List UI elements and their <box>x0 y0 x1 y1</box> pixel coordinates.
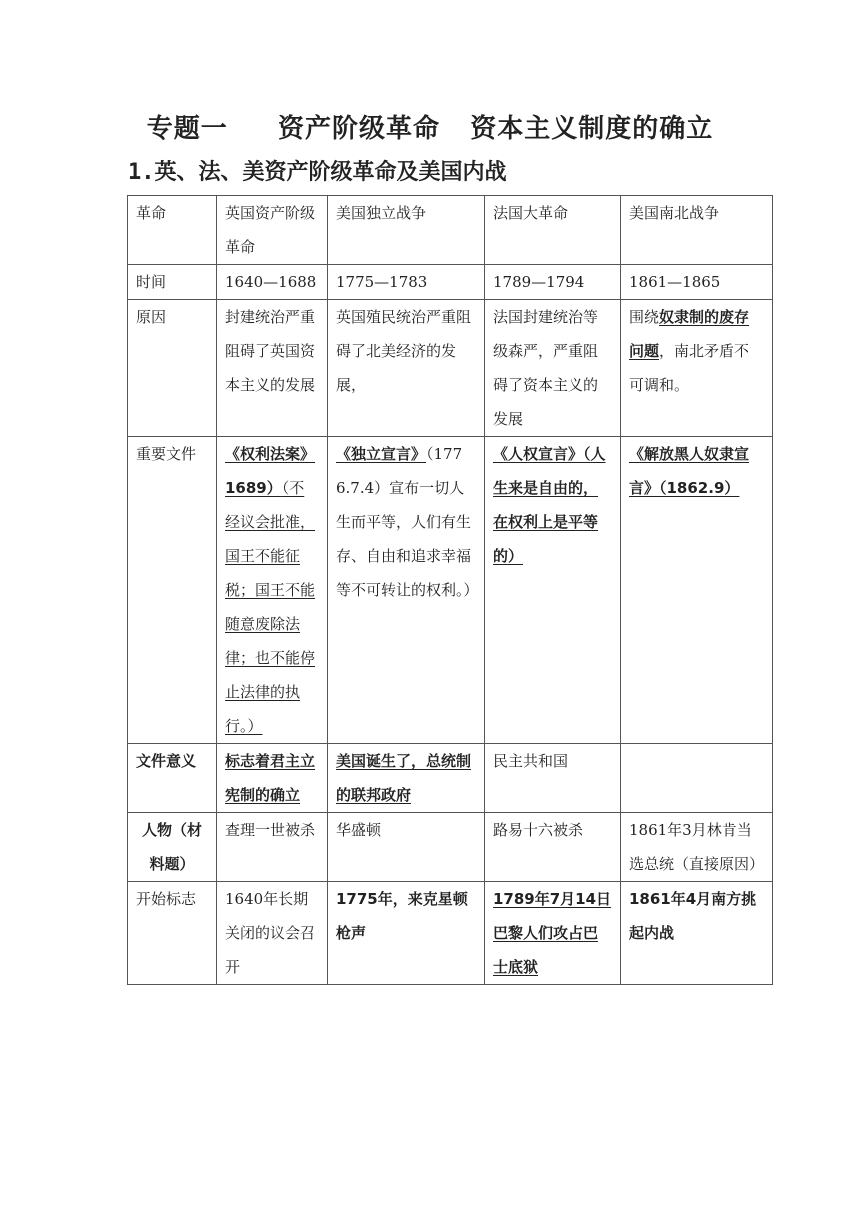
cause-civil-war <box>621 300 773 437</box>
time-english: 1640—1688 <box>217 265 328 300</box>
cause-civil-war-key: 奴隶制的废存问题 <box>629 308 750 360</box>
significance-french: 民主共和国 <box>485 744 621 813</box>
document-american-name: 《独立宣言》 <box>336 445 427 463</box>
section-heading: 1.英、法、美资产阶级革命及美国内战 <box>128 160 507 185</box>
figures-civil-war: 1861年3月林肯当选总统（直接原因） <box>621 813 773 882</box>
row-label-document: 重要文件 <box>128 437 217 744</box>
row-label-start: 开始标志 <box>128 882 217 985</box>
cause-french: 法国封建统治等级森严，严重阻碍了资本主义的发展 <box>485 300 621 437</box>
row-label-time: 时间 <box>128 265 217 300</box>
start-french-text: 1789年7月14日巴黎人们攻占巴士底狱 <box>493 890 612 976</box>
start-american-independence <box>328 882 485 985</box>
document-english <box>217 437 328 744</box>
document-french-detail: （人生来是自由的，在权利上是平等的） <box>493 445 606 565</box>
page-title: 专题一 资产阶级革命 资本主义制度的确立 <box>146 114 714 144</box>
revolutions-table <box>127 195 773 985</box>
table-row-start <box>128 882 773 985</box>
row-label-revolution: 革命 <box>128 196 217 265</box>
table-row-cause <box>128 300 773 437</box>
start-civil-war <box>621 882 773 985</box>
figures-french: 路易十六被杀 <box>485 813 621 882</box>
header-american-civil-war: 美国南北战争 <box>621 196 773 265</box>
start-civil-war-text: 1861年4月南方挑起内战 <box>629 890 757 942</box>
cause-civil-war-pre: 围绕 <box>629 308 660 326</box>
row-label-cause: 原因 <box>128 300 217 437</box>
row-label-significance: 文件意义 <box>128 744 217 813</box>
document-french <box>485 437 621 744</box>
time-civil-war: 1861—1865 <box>621 265 773 300</box>
start-american-text: 1775年，来克星顿枪声 <box>336 890 468 942</box>
table-row-time <box>128 265 773 300</box>
start-french <box>485 882 621 985</box>
start-english: 1640年长期关闭的议会召开 <box>217 882 328 985</box>
document-american-detail: （1776.7.4）宣布一切人生而平等，人们有生存、自由和追求幸福等不可转让的权利。） <box>336 445 479 599</box>
header-american-independence: 美国独立战争 <box>328 196 485 265</box>
header-french-revolution: 法国大革命 <box>485 196 621 265</box>
significance-american-text: 美国诞生了，总统制的联邦政府 <box>336 752 472 804</box>
table-row-figures <box>128 813 773 882</box>
figures-english: 查理一世被杀 <box>217 813 328 882</box>
cause-civil-war-post: ，南北矛盾不可调和。 <box>629 342 750 394</box>
significance-american-independence <box>328 744 485 813</box>
significance-english-text: 标志着君主立宪制的确立 <box>225 752 316 804</box>
header-english-revolution: 英国资产阶级革命 <box>217 196 328 265</box>
table-row-significance <box>128 744 773 813</box>
document-american-independence <box>328 437 485 744</box>
document-french-name: 《人权宣言》 <box>493 445 584 463</box>
document-english-name: 《权利法案》1689） <box>225 445 316 497</box>
cause-american-independence: 英国殖民统治严重阻碍了北美经济的发展， <box>328 300 485 437</box>
document-civil-war <box>621 437 773 744</box>
table-row-header <box>128 196 773 265</box>
significance-english <box>217 744 328 813</box>
figures-american-independence: 华盛顿 <box>328 813 485 882</box>
time-french: 1789—1794 <box>485 265 621 300</box>
table-row-document <box>128 437 773 744</box>
significance-civil-war <box>621 744 773 813</box>
document-english-detail: （不经议会批准，国王不能征税；国王不能随意废除法律；也不能停止法律的执行。） <box>225 479 316 735</box>
time-american-independence: 1775—1783 <box>328 265 485 300</box>
row-label-figures: 人物（材料题） <box>128 813 217 882</box>
document-civil-war-name: 《解放黑人奴隶宣言》（1862.9） <box>629 445 750 497</box>
cause-english: 封建统治严重阻碍了英国资本主义的发展 <box>217 300 328 437</box>
